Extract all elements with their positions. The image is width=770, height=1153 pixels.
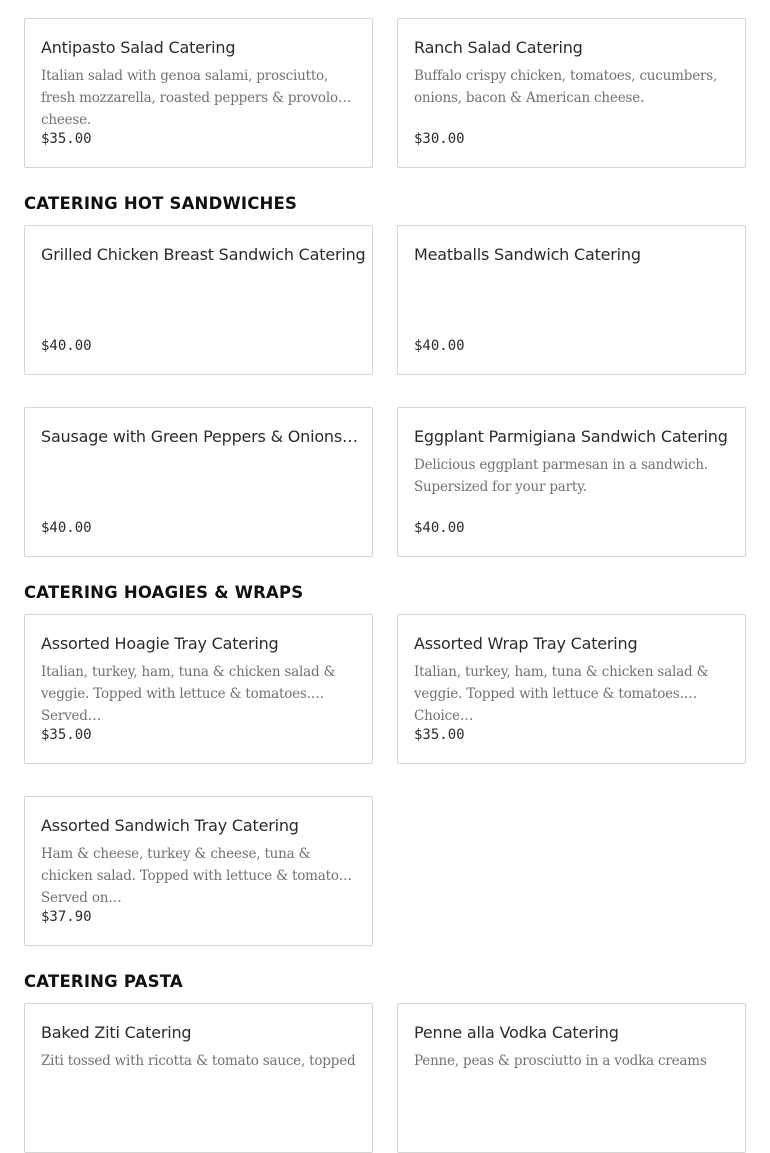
menu-item-price: $35.00 bbox=[41, 727, 92, 743]
menu-item-grid bbox=[24, 225, 746, 557]
menu-item-description: Delicious eggplant parmesan in a sandwich. Supersized for your party. bbox=[414, 457, 708, 495]
menu-item-card[interactable] bbox=[397, 18, 746, 168]
menu-item-description: Buffalo crispy chicken, tomatoes, cucumbers, onions, bacon & American cheese. bbox=[414, 68, 718, 106]
menu-item-price: $35.00 bbox=[414, 727, 465, 743]
menu-item-card[interactable] bbox=[24, 225, 373, 375]
menu-item-price: $40.00 bbox=[41, 338, 92, 354]
menu-item-description: Italian salad with genoa salami, prosciutto, fresh mozzarella, roasted peppers & provolone cheese. bbox=[41, 68, 355, 128]
menu-item-name: Baked Ziti Catering bbox=[41, 1023, 192, 1042]
menu-item-card[interactable] bbox=[24, 614, 373, 764]
menu-item-name: Meatballs Sandwich Catering bbox=[414, 245, 641, 264]
menu-item-card[interactable] bbox=[24, 1003, 373, 1153]
menu-item-card[interactable] bbox=[24, 407, 373, 557]
menu-item-name: Grilled Chicken Breast Sandwich Catering bbox=[41, 245, 366, 264]
menu-item-price: $40.00 bbox=[414, 520, 465, 536]
menu-item-grid bbox=[24, 1003, 746, 1153]
menu-item-name: Assorted Sandwich Tray Catering bbox=[41, 816, 299, 835]
menu-item-card[interactable] bbox=[397, 407, 746, 557]
menu-item-description: Italian, turkey, ham, tuna & chicken salad & veggie. Topped with lettuce & tomatoes. Served… bbox=[41, 664, 336, 724]
menu-item-description: Ham & cheese, turkey & cheese, tuna & chicken salad. Topped with lettuce & tomato. Served on… bbox=[41, 846, 343, 906]
menu-item-card[interactable] bbox=[397, 225, 746, 375]
menu-item-price: $40.00 bbox=[41, 520, 92, 536]
menu-item-card[interactable] bbox=[397, 614, 746, 764]
section-title-catering-hot-sandwiches: CATERING HOT SANDWICHES bbox=[24, 194, 298, 213]
section-title-catering-hoagies-wraps: CATERING HOAGIES & WRAPS bbox=[24, 583, 304, 602]
menu-item-card[interactable] bbox=[397, 1003, 746, 1153]
menu-item-grid bbox=[24, 18, 746, 168]
menu-item-description: Penne, peas & prosciutto in a vodka creams bbox=[414, 1053, 707, 1069]
menu-item-description: Italian, turkey, ham, tuna & chicken salad & veggie. Topped with lettuce & tomatoes. Choice… bbox=[414, 664, 709, 724]
menu-item-price: $35.00 bbox=[41, 131, 92, 147]
menu-item-card[interactable] bbox=[24, 18, 373, 168]
row-spacer bbox=[24, 764, 746, 796]
menu-item-name: Assorted Wrap Tray Catering bbox=[414, 634, 638, 653]
menu-item-price: $40.00 bbox=[414, 338, 465, 354]
menu-item-name: Sausage with Green Peppers & Onions… bbox=[41, 427, 358, 446]
catering-menu bbox=[24, 18, 746, 1153]
menu-item-name: Penne alla Vodka Catering bbox=[414, 1023, 619, 1042]
menu-item-name: Antipasto Salad Catering bbox=[41, 38, 236, 57]
menu-item-price: $30.00 bbox=[414, 131, 465, 147]
menu-item-description: Ziti tossed with ricotta & tomato sauce, topped bbox=[41, 1053, 356, 1069]
menu-item-card[interactable] bbox=[24, 796, 373, 946]
section-title-catering-pasta: CATERING PASTA bbox=[24, 972, 183, 991]
menu-item-name: Ranch Salad Catering bbox=[414, 38, 583, 57]
menu-item-name: Eggplant Parmigiana Sandwich Catering bbox=[414, 427, 728, 446]
menu-item-name: Assorted Hoagie Tray Catering bbox=[41, 634, 279, 653]
menu-item-price: $37.90 bbox=[41, 909, 92, 925]
row-spacer bbox=[24, 375, 746, 407]
menu-item-grid bbox=[24, 614, 746, 946]
